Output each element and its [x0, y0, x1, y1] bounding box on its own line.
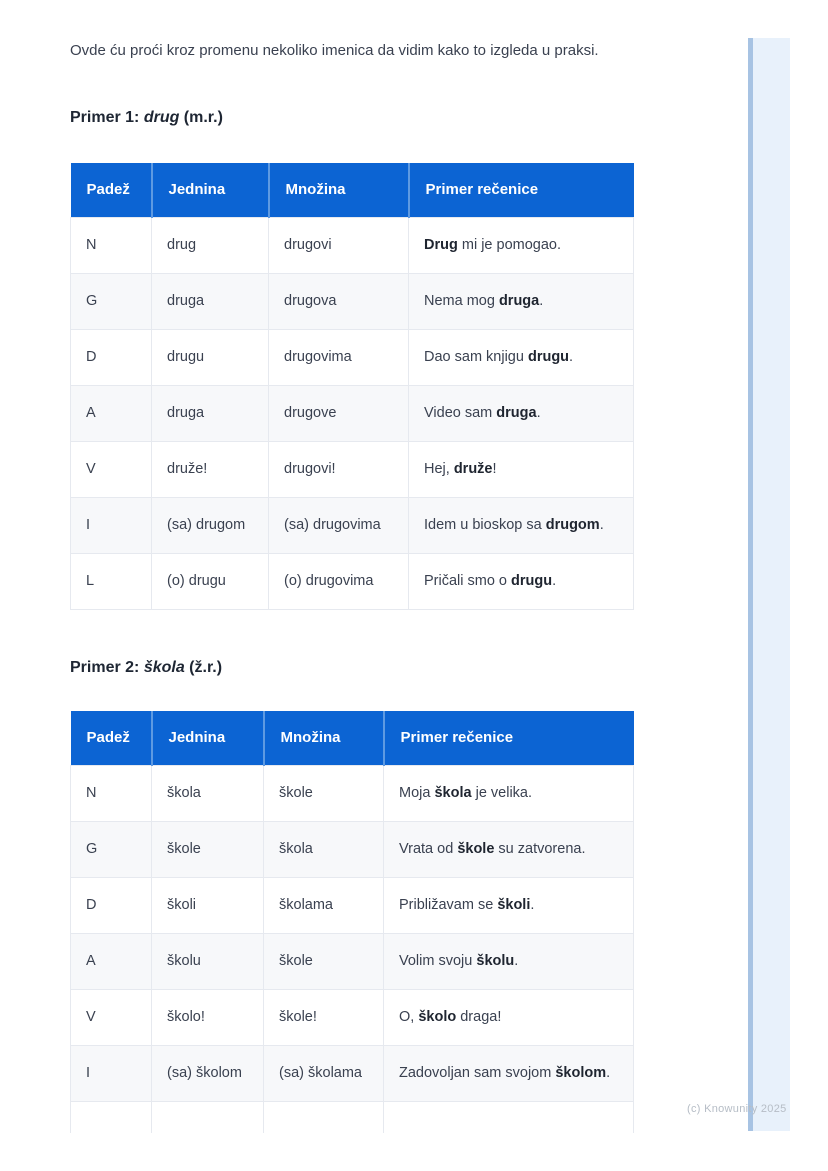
table-row: [71, 933, 634, 989]
cell-example: Drug mi je pomogao.: [409, 217, 634, 273]
table-row: [71, 497, 634, 553]
cell-plural: školama: [264, 877, 384, 933]
cell-plural: škola: [264, 821, 384, 877]
intro-paragraph: Ovde ću proći kroz promenu nekoliko imenica da vidim kako to izgleda u praksi.: [70, 42, 599, 59]
cell-example: Pričali smo o drugu.: [409, 553, 634, 609]
cell-singular: (sa) školom: [152, 1045, 264, 1101]
column-header: Množina: [269, 163, 409, 217]
copyright-watermark: (c) Knowunity 2025: [687, 1103, 787, 1115]
table-row: [71, 877, 634, 933]
cell-plural: (o) drugovima: [269, 553, 409, 609]
declension-table-skola: [70, 711, 634, 1133]
table-row: [71, 441, 634, 497]
header-row: [71, 711, 634, 765]
table-row: [71, 821, 634, 877]
cell-example: Idem u bioskop sa drugom.: [409, 497, 634, 553]
example-1-heading: [70, 107, 633, 129]
cell-plural: škole: [264, 933, 384, 989]
cell-singular: drug: [152, 217, 269, 273]
heading-prefix: Primer 2:: [70, 659, 144, 676]
cell-case: V: [71, 989, 152, 1045]
cell-singular: školi: [152, 877, 264, 933]
cell-plural: (sa) školama: [264, 1045, 384, 1101]
cell-case: V: [71, 441, 152, 497]
cell-plural: škole!: [264, 989, 384, 1045]
cell-plural: drugovi: [269, 217, 409, 273]
cell-example: Volim svoju školu.: [384, 933, 634, 989]
cell-singular: (o) drugu: [152, 553, 269, 609]
next-page-edge: [748, 38, 790, 1131]
cell-case: N: [71, 217, 152, 273]
table-row: [71, 273, 634, 329]
heading-suffix: (m.r.): [179, 109, 223, 126]
cell-case: G: [71, 273, 152, 329]
column-header: Primer rečenice: [384, 711, 634, 765]
example-2-heading: [70, 657, 633, 679]
header-row: [71, 163, 634, 217]
cell-case: [71, 1101, 152, 1133]
heading-word-italic: drug: [143, 109, 180, 126]
cell-plural: drugova: [269, 273, 409, 329]
cell-case: D: [71, 877, 152, 933]
table-row: [71, 217, 634, 273]
cell-plural: drugove: [269, 385, 409, 441]
cell-singular: druga: [152, 385, 269, 441]
table-row: [71, 765, 634, 821]
cell-singular: (sa) drugom: [152, 497, 269, 553]
table-row: [71, 385, 634, 441]
cell-example: O, školo draga!: [384, 989, 634, 1045]
table-row: [71, 989, 634, 1045]
cell-example: Video sam druga.: [409, 385, 634, 441]
cell-example: Dao sam knjigu drugu.: [409, 329, 634, 385]
cell-example: Zadovoljan sam svojom školom.: [384, 1045, 634, 1101]
cell-case: L: [71, 553, 152, 609]
cell-plural: drugovima: [269, 329, 409, 385]
column-header: Jednina: [152, 711, 264, 765]
cell-singular: druga: [152, 273, 269, 329]
cell-plural: škole: [264, 765, 384, 821]
cell-example: Približavam se školi.: [384, 877, 634, 933]
heading-suffix: (ž.r.): [184, 659, 223, 676]
cell-case: A: [71, 933, 152, 989]
declension-table: [70, 163, 634, 610]
column-header: Jednina: [152, 163, 269, 217]
declension-table-drug: [70, 163, 634, 632]
cell-example: Vrata od škole su zatvorena.: [384, 821, 634, 877]
cell-plural: (sa) drugovima: [269, 497, 409, 553]
cell-case: A: [71, 385, 152, 441]
table-row: [71, 553, 634, 609]
table-row: [71, 1101, 634, 1133]
cell-singular: školo!: [152, 989, 264, 1045]
declension-table: [70, 711, 634, 1133]
cell-case: I: [71, 1045, 152, 1101]
cell-singular: drugu: [152, 329, 269, 385]
cell-case: I: [71, 497, 152, 553]
cell-example: [384, 1101, 634, 1133]
cell-case: D: [71, 329, 152, 385]
cell-example: Nema mog druga.: [409, 273, 634, 329]
cell-singular: škole: [152, 821, 264, 877]
cell-case: N: [71, 765, 152, 821]
heading-word-italic: škola: [143, 659, 185, 676]
column-header: Padež: [71, 711, 152, 765]
heading-prefix: Primer 1:: [70, 109, 144, 126]
column-header: Primer rečenice: [409, 163, 634, 217]
cell-plural: [264, 1101, 384, 1133]
cell-plural: drugovi!: [269, 441, 409, 497]
cell-singular: [152, 1101, 264, 1133]
cell-example: Hej, druže!: [409, 441, 634, 497]
table-row: [71, 1045, 634, 1101]
cell-singular: škola: [152, 765, 264, 821]
cell-example: Moja škola je velika.: [384, 765, 634, 821]
column-header: Množina: [264, 711, 384, 765]
cell-singular: druže!: [152, 441, 269, 497]
table-row: [71, 329, 634, 385]
cell-singular: školu: [152, 933, 264, 989]
column-header: Padež: [71, 163, 152, 217]
cell-case: G: [71, 821, 152, 877]
